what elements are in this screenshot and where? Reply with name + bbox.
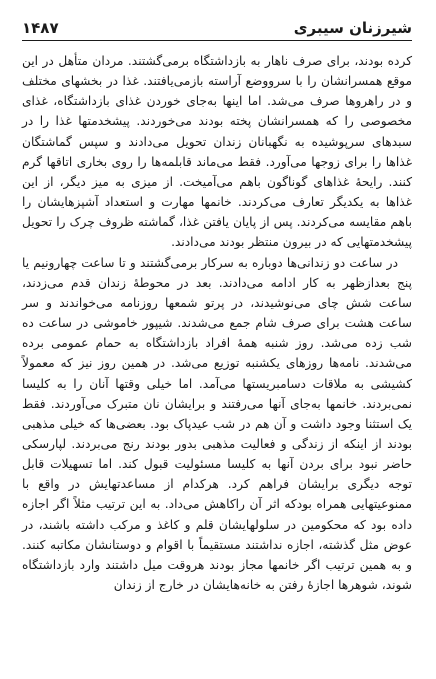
running-title: شیرزنان سیبری — [293, 19, 412, 37]
page-number: ۱۴۸۷ — [22, 19, 59, 37]
page-header — [22, 18, 412, 41]
paragraph: در ساعت دو زندانی‌ها دوباره به سرکار برمی‌گشتند و تا ساعت چهارونیم یا پنج بعدازظهر به کار ادامه می‌دادند. بعد در محوطهٔ زندان قدم می‌زدند، ساعت شش چای می‌نوشیدند، در پرتو شمعها روزنامه می‌خواندند و سر ساعت هشت برای صرف شام جمع می‌شدند. شیپور خاموشی در ساعت ده شب زده می‌شد. روز شنبه همهٔ افراد بازداشتگاه به حمام عمومی برده می‌شدند. نامه‌ها روزهای یکشنبه توزیع می‌شد. در همین روز نیز که معمولاً کشیشی به ملاقات دسامبریستها می‌آمد. اما خیلی وقتها آنان را به کلیسا نمی‌بردند. خانمها به‌جای آنها می‌رفتند و برایشان نان متبرک می‌آوردند. فقط یک استثنا وجود داشت و آن هم در شب عیدپاک بود. بعضی‌ها که خیلی مذهبی بودند از اینکه از زندگی و فعالیت مذهبی بدور بودند رنج می‌بردند. لپارسکی حاضر نبود برای بردن آنها به کلیسا مسئولیت قبول کند. اما تسهیلات قابل توجه دیگری برایشان فراهم کرد. هرکدام از مساعدتهایش در واقع با ممنوعیتهایی همراه بودکه اثر آن‌ راکاهش می‌داد. به این ترتیب مثلاً اگر اجازه داده بود که محکومین در سلولهایشان قلم و کاغذ و مرکب داشته باشند، در عوض مثل گذشته، اجازه نداشتند مستقیماً با اقوام و دوستانشان مکاتبه کنند. و به همین ترتیب اگر خانمها مجاز بودند هروقت میل داشتند وارد بازداشتگاه شوند، شوهرها اجازهٔ رفتن به خانه‌هایشان در خارج از زندان — [22, 255, 412, 593]
paragraph: کرده بودند، برای صرف ناهار به بازداشتگاه برمی‌گشتند. مردان متأهل در این موقع همسرانشان را با سرووضع آراسته بازمی‌یافتند. غذا در بخشهای مختلف و در راهروها صرف می‌شد. اما اینها به‌جای خوردن غذای بازداشتگاه، غذای مخصوصی را که همسرانشان پخته بودند می‌خوردند. پیشخدمتها غذا را در سبدهای سرپوشیده به نگهبانان زندان تحویل می‌دادند و سپس گماشتگان غذاها را برای زوجها می‌آورد. فقط می‌ماند قابلمه‌ها را روی بخاری اتاقها گرم کنند. رایحهٔ غذاهای گوناگون باهم می‌آمیخت. از میزی به میز دیگر، از این غذاها به یکدیگر تعارف می‌کردند. خانمها مهارت و استعداد آشپزهایشان را باهم مقایسه می‌کردند. پس از پایان یافتن غذا، گماشته ظروف چرک را تحویل پیشخدمتهایی که در بیرون منتظر بودند می‌دادند. — [22, 54, 412, 250]
body-text — [22, 51, 412, 595]
